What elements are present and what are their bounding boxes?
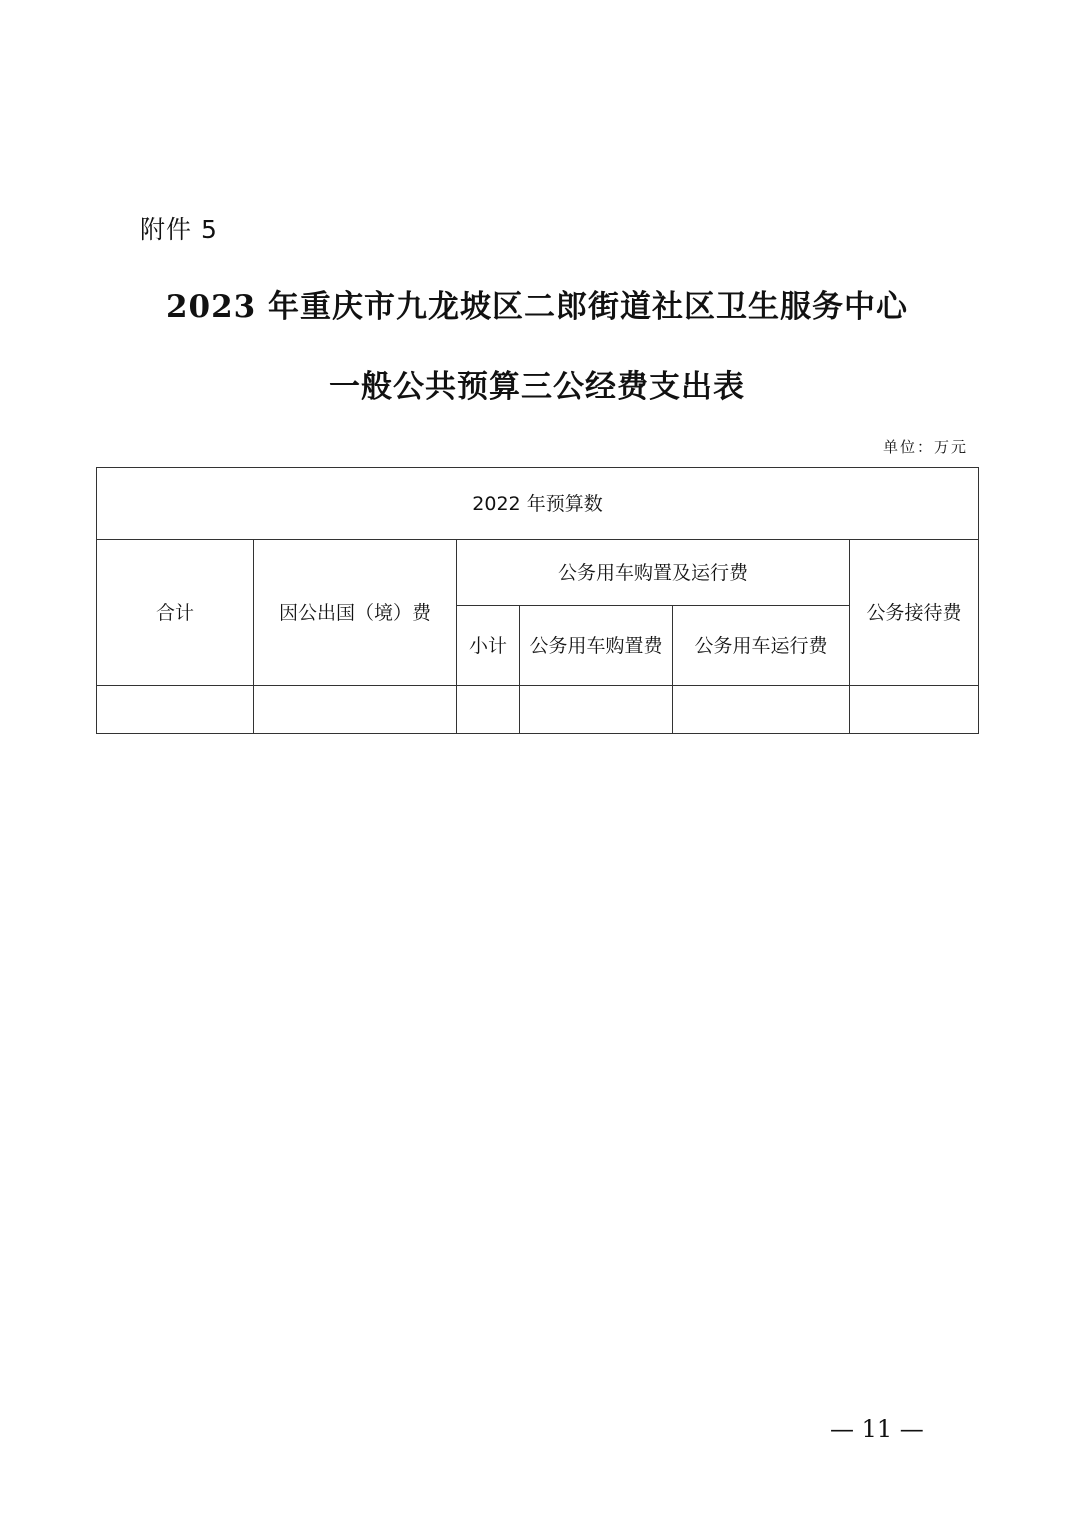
document-title-line-1: 2023 年重庆市九龙坡区二郎街道社区卫生服务中心: [165, 289, 909, 325]
column-vehicle-purchase: 公务用车购置费: [520, 606, 673, 686]
cell-total-value: [97, 686, 254, 734]
column-vehicle-group: 公务用车购置及运行费: [457, 540, 850, 606]
cell-vehicle-purchase-value: [520, 686, 673, 734]
column-total: 合计: [97, 540, 254, 686]
column-abroad-expense: 因公出国（境）费: [254, 540, 457, 686]
budget-table: [96, 467, 979, 734]
header-budget-2022: 2022 年预算数: [97, 468, 979, 540]
column-reception-expense: 公务接待费: [850, 540, 979, 686]
document-title-line-2: 一般公共预算三公经费支出表: [329, 369, 745, 405]
cell-reception-value: [850, 686, 979, 734]
page-number: — 11 —: [830, 1415, 924, 1443]
cell-abroad-value: [254, 686, 457, 734]
column-vehicle-operation: 公务用车运行费: [673, 606, 850, 686]
table-header-row: [97, 468, 979, 540]
cell-vehicle-operation-value: [673, 686, 850, 734]
cell-subtotal-value: [457, 686, 520, 734]
unit-label: 单位：万元: [882, 438, 968, 456]
column-subtotal: 小计: [457, 606, 520, 686]
table-column-header-row: [97, 540, 979, 606]
attachment-label: 附件 5: [140, 215, 218, 244]
table-row: [97, 686, 979, 734]
